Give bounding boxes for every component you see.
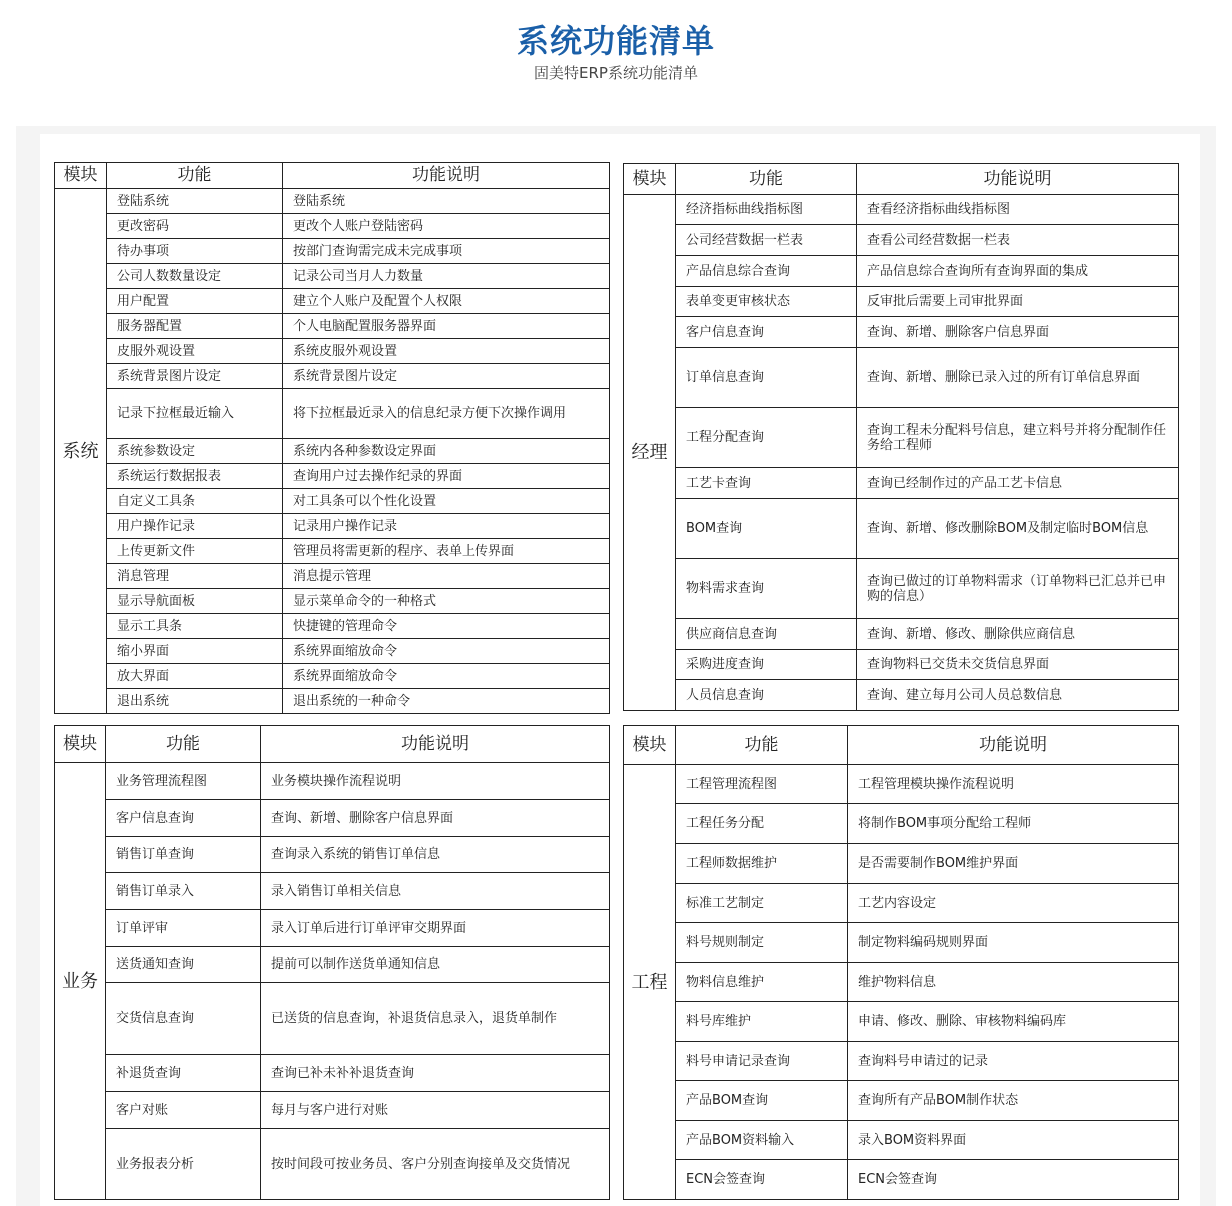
- header-description: 功能说明: [261, 726, 610, 763]
- function-name-cell: 销售订单录入: [106, 873, 261, 910]
- function-name-cell: 产品BOM资料输入: [676, 1121, 848, 1160]
- page-subtitle: 固美特ERP系统功能清单: [534, 64, 698, 82]
- function-description-cell: 查询已经制作过的产品工艺卡信息: [857, 468, 1179, 499]
- function-name-cell: 工程师数据维护: [676, 844, 848, 884]
- function-table-engineering: [623, 725, 1179, 1200]
- table-row: [55, 947, 610, 983]
- function-name-cell: 经济指标曲线指标图: [676, 195, 857, 225]
- function-name-cell: 用户配置: [107, 289, 283, 314]
- function-name-cell: 自定义工具条: [107, 489, 283, 514]
- table-row: [55, 639, 610, 664]
- table-row: [55, 264, 610, 289]
- table-row: [55, 564, 610, 589]
- function-name-cell: 业务报表分析: [106, 1129, 261, 1200]
- function-name-cell: 退出系统: [107, 689, 283, 714]
- table-row: [624, 884, 1179, 923]
- header-description: 功能说明: [283, 163, 610, 189]
- function-name-cell: 销售订单查询: [106, 837, 261, 873]
- table-row: [55, 837, 610, 873]
- function-name-cell: 工程分配查询: [676, 408, 857, 468]
- table-row: [55, 1092, 610, 1129]
- function-name-cell: 系统参数设定: [107, 439, 283, 464]
- table-row: [624, 680, 1179, 711]
- module-name-cell: 系统: [55, 189, 107, 714]
- table-row: [624, 923, 1179, 963]
- function-description-cell: 按时间段可按业务员、客户分别查询接单及交货情况: [261, 1129, 610, 1200]
- function-name-cell: ECN会签查询: [676, 1160, 848, 1200]
- table-row: [55, 314, 610, 339]
- function-name-cell: 交货信息查询: [106, 983, 261, 1055]
- table-row: [624, 1081, 1179, 1121]
- table-row: [55, 514, 610, 539]
- header-module: 模块: [55, 726, 106, 763]
- function-description-cell: 查看经济指标曲线指标图: [857, 195, 1179, 225]
- table-row: [624, 1002, 1179, 1042]
- table-row: [624, 408, 1179, 468]
- function-name-cell: 物料需求查询: [676, 559, 857, 619]
- function-description-cell: 反审批后需要上司审批界面: [857, 287, 1179, 317]
- table-row: [55, 1055, 610, 1092]
- page-header: [0, 0, 1232, 110]
- function-name-cell: 人员信息查询: [676, 680, 857, 711]
- function-description-cell: 录入订单后进行订单评审交期界面: [261, 910, 610, 947]
- header-description: 功能说明: [848, 726, 1179, 765]
- function-name-cell: 采购进度查询: [676, 650, 857, 680]
- function-description-cell: 将制作BOM事项分配给工程师: [848, 804, 1179, 844]
- table-row: [624, 559, 1179, 619]
- function-name-cell: 皮服外观设置: [107, 339, 283, 364]
- table-row: [624, 348, 1179, 408]
- table-row: [55, 389, 610, 439]
- function-name-cell: 料号申请记录查询: [676, 1042, 848, 1081]
- table-row: [624, 765, 1179, 804]
- table-row: [55, 983, 610, 1055]
- function-description-cell: 工艺内容设定: [848, 884, 1179, 923]
- function-table-sales: [54, 725, 610, 1200]
- function-description-cell: 系统皮服外观设置: [283, 339, 610, 364]
- function-name-cell: 上传更新文件: [107, 539, 283, 564]
- function-description-cell: 制定物料编码规则界面: [848, 923, 1179, 963]
- function-name-cell: 料号规则制定: [676, 923, 848, 963]
- function-name-cell: 公司人数数量设定: [107, 264, 283, 289]
- function-name-cell: 供应商信息查询: [676, 619, 857, 650]
- function-name-cell: 料号库维护: [676, 1002, 848, 1042]
- function-description-cell: 将下拉框最近录入的信息纪录方便下次操作调用: [283, 389, 610, 439]
- function-name-cell: 系统背景图片设定: [107, 364, 283, 389]
- table-row: [55, 800, 610, 837]
- table-row: [55, 614, 610, 639]
- table-row: [55, 1129, 610, 1200]
- function-name-cell: 更改密码: [107, 214, 283, 239]
- function-description-cell: 记录公司当月人力数量: [283, 264, 610, 289]
- table-row: [55, 364, 610, 389]
- table-row: [55, 189, 610, 214]
- function-description-cell: 是否需要制作BOM维护界面: [848, 844, 1179, 884]
- function-description-cell: 查询、新增、修改、删除供应商信息: [857, 619, 1179, 650]
- function-name-cell: 用户操作记录: [107, 514, 283, 539]
- function-name-cell: 显示导航面板: [107, 589, 283, 614]
- table-row: [55, 214, 610, 239]
- function-name-cell: 工程任务分配: [676, 804, 848, 844]
- function-description-cell: 系统界面缩放命令: [283, 639, 610, 664]
- function-description-cell: 更改个人账户登陆密码: [283, 214, 610, 239]
- function-name-cell: 待办事项: [107, 239, 283, 264]
- table-row: [55, 439, 610, 464]
- function-description-cell: 查询、新增、删除已录入过的所有订单信息界面: [857, 348, 1179, 408]
- function-name-cell: 服务器配置: [107, 314, 283, 339]
- header-function: 功能: [676, 726, 848, 765]
- table-row: [624, 195, 1179, 225]
- function-description-cell: 录入BOM资料界面: [848, 1121, 1179, 1160]
- function-description-cell: 按部门查询需完成未完成事项: [283, 239, 610, 264]
- function-name-cell: 业务管理流程图: [106, 763, 261, 800]
- function-description-cell: 系统界面缩放命令: [283, 664, 610, 689]
- function-description-cell: 查询已做过的订单物料需求（订单物料已汇总并已申购的信息）: [857, 559, 1179, 619]
- function-description-cell: 查询、新增、删除客户信息界面: [857, 317, 1179, 348]
- function-name-cell: 产品信息综合查询: [676, 256, 857, 287]
- function-description-cell: 工程管理模块操作流程说明: [848, 765, 1179, 804]
- function-table-system: [54, 162, 610, 714]
- function-description-cell: 已送货的信息查询，补退货信息录入，退货单制作: [261, 983, 610, 1055]
- table-header-row: [624, 726, 1179, 765]
- table-row: [55, 873, 610, 910]
- function-description-cell: 查看公司经营数据一栏表: [857, 225, 1179, 256]
- table-row: [624, 963, 1179, 1002]
- table-row: [624, 468, 1179, 499]
- function-description-cell: 查询工程未分配料号信息，建立料号并将分配制作任务给工程师: [857, 408, 1179, 468]
- table-row: [624, 1042, 1179, 1081]
- function-description-cell: 申请、修改、删除、审核物料编码库: [848, 1002, 1179, 1042]
- function-description-cell: 显示菜单命令的一种格式: [283, 589, 610, 614]
- table-header-row: [624, 164, 1179, 195]
- header-module: 模块: [624, 164, 676, 195]
- table-row: [624, 499, 1179, 559]
- function-description-cell: 产品信息综合查询所有查询界面的集成: [857, 256, 1179, 287]
- table-row: [55, 239, 610, 264]
- function-name-cell: 订单评审: [106, 910, 261, 947]
- module-name-cell: 业务: [55, 763, 106, 1200]
- table-row: [55, 289, 610, 314]
- table-row: [55, 664, 610, 689]
- table-row: [624, 1121, 1179, 1160]
- table-header-row: [55, 163, 610, 189]
- function-description-cell: 建立个人账户及配置个人权限: [283, 289, 610, 314]
- header-module: 模块: [55, 163, 107, 189]
- function-name-cell: 记录下拉框最近输入: [107, 389, 283, 439]
- function-description-cell: 每月与客户进行对账: [261, 1092, 610, 1129]
- function-description-cell: 管理员将需更新的程序、表单上传界面: [283, 539, 610, 564]
- function-description-cell: 录入销售订单相关信息: [261, 873, 610, 910]
- table-row: [55, 910, 610, 947]
- function-description-cell: 查询所有产品BOM制作状态: [848, 1081, 1179, 1121]
- function-description-cell: 系统内各种参数设定界面: [283, 439, 610, 464]
- table-row: [624, 1160, 1179, 1200]
- table-row: [55, 539, 610, 564]
- function-description-cell: 个人电脑配置服务器界面: [283, 314, 610, 339]
- function-name-cell: 工程管理流程图: [676, 765, 848, 804]
- function-name-cell: 标准工艺制定: [676, 884, 848, 923]
- table-row: [55, 464, 610, 489]
- function-name-cell: 放大界面: [107, 664, 283, 689]
- table-row: [624, 844, 1179, 884]
- table-header-row: [55, 726, 610, 763]
- function-description-cell: 快捷键的管理命令: [283, 614, 610, 639]
- table-row: [624, 650, 1179, 680]
- function-name-cell: 送货通知查询: [106, 947, 261, 983]
- table-row: [55, 589, 610, 614]
- function-name-cell: 显示工具条: [107, 614, 283, 639]
- function-description-cell: 登陆系统: [283, 189, 610, 214]
- header-function: 功能: [107, 163, 283, 189]
- function-description-cell: 维护物料信息: [848, 963, 1179, 1002]
- header-module: 模块: [624, 726, 676, 765]
- function-description-cell: 对工具条可以个性化设置: [283, 489, 610, 514]
- header-function: 功能: [676, 164, 857, 195]
- function-name-cell: 订单信息查询: [676, 348, 857, 408]
- function-description-cell: 查询物料已交货未交货信息界面: [857, 650, 1179, 680]
- function-name-cell: 系统运行数据报表: [107, 464, 283, 489]
- function-description-cell: 查询、建立每月公司人员总数信息: [857, 680, 1179, 711]
- table-row: [624, 317, 1179, 348]
- table-row: [55, 489, 610, 514]
- function-description-cell: 查询已补未补补退货查询: [261, 1055, 610, 1092]
- function-description-cell: 查询料号申请过的记录: [848, 1042, 1179, 1081]
- function-description-cell: 业务模块操作流程说明: [261, 763, 610, 800]
- table-row: [55, 689, 610, 714]
- function-name-cell: BOM查询: [676, 499, 857, 559]
- function-description-cell: 提前可以制作送货单通知信息: [261, 947, 610, 983]
- function-name-cell: 工艺卡查询: [676, 468, 857, 499]
- function-name-cell: 补退货查询: [106, 1055, 261, 1092]
- function-name-cell: 客户对账: [106, 1092, 261, 1129]
- table-row: [55, 339, 610, 364]
- function-description-cell: ECN会签查询: [848, 1160, 1179, 1200]
- function-name-cell: 客户信息查询: [106, 800, 261, 837]
- function-description-cell: 系统背景图片设定: [283, 364, 610, 389]
- module-name-cell: 经理: [624, 195, 676, 711]
- table-row: [624, 804, 1179, 844]
- table-row: [624, 619, 1179, 650]
- function-name-cell: 产品BOM查询: [676, 1081, 848, 1121]
- page-title: 系统功能清单: [516, 22, 715, 60]
- header-description: 功能说明: [857, 164, 1179, 195]
- function-name-cell: 客户信息查询: [676, 317, 857, 348]
- header-function: 功能: [106, 726, 261, 763]
- function-description-cell: 查询、新增、删除客户信息界面: [261, 800, 610, 837]
- function-description-cell: 查询录入系统的销售订单信息: [261, 837, 610, 873]
- function-name-cell: 缩小界面: [107, 639, 283, 664]
- module-name-cell: 工程: [624, 765, 676, 1200]
- function-description-cell: 查询、新增、修改删除BOM及制定临时BOM信息: [857, 499, 1179, 559]
- function-description-cell: 查询用户过去操作纪录的界面: [283, 464, 610, 489]
- function-name-cell: 表单变更审核状态: [676, 287, 857, 317]
- table-row: [624, 225, 1179, 256]
- function-name-cell: 公司经营数据一栏表: [676, 225, 857, 256]
- table-row: [624, 256, 1179, 287]
- function-name-cell: 登陆系统: [107, 189, 283, 214]
- function-description-cell: 消息提示管理: [283, 564, 610, 589]
- table-row: [55, 763, 610, 800]
- function-name-cell: 物料信息维护: [676, 963, 848, 1002]
- function-description-cell: 退出系统的一种命令: [283, 689, 610, 714]
- function-name-cell: 消息管理: [107, 564, 283, 589]
- function-table-manager: [623, 163, 1179, 711]
- table-row: [624, 287, 1179, 317]
- function-description-cell: 记录用户操作记录: [283, 514, 610, 539]
